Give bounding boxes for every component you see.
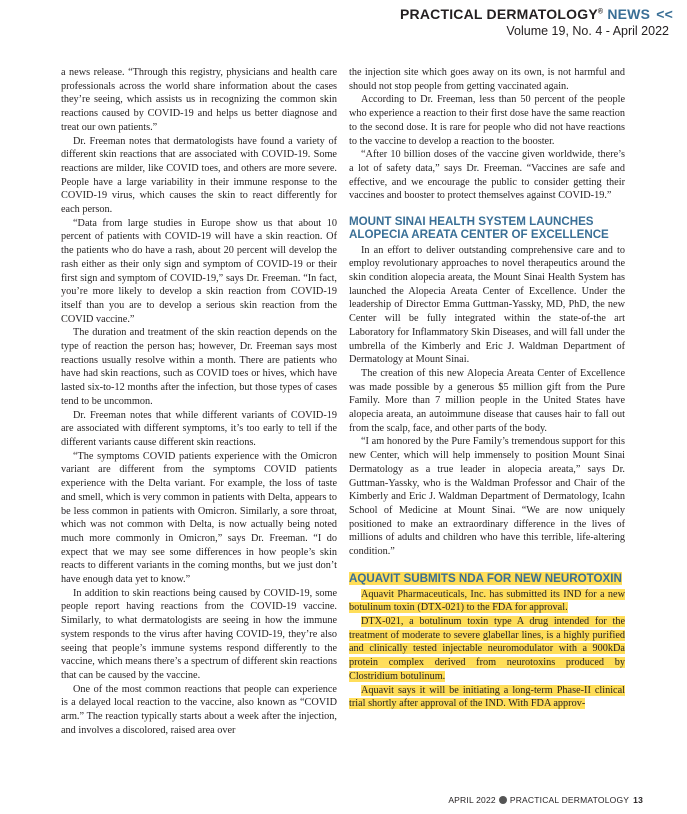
masthead xyxy=(400,6,673,22)
paragraph: According to Dr. Freeman, less than 50 percent of the people who experience a reaction to their first dose have the same reaction to the second dose. It is rare for people who did not have reactions to the vaccine to develop a reaction to the booster. xyxy=(349,94,625,147)
section-heading-aquavit xyxy=(349,573,625,586)
highlighted-text: DTX-021, a botulinum toxin type A drug intended for the treatment of moderate to severe glabellar lines, is a highly purified and clinically tested injectable neuromodulator with a 900kDa protein complex derived from neurotoxins produced by Clostridium botulinum. xyxy=(349,616,625,682)
brand-name: PRACTICAL DERMATOLOGY xyxy=(400,6,598,22)
footer-publication: PRACTICAL DERMATOLOGY xyxy=(509,795,630,805)
paragraph: “The symptoms COVID patients experience with the Omicron variant are different from the symptoms COVID patients experience with the Delta variant. For example, the loss of taste and smell, which is very common in patients with Delta, appears to be less common in patients with Omicron. Similarly, a sore throat, which was not common with Delta, is now actually being noted much more commonly in Omicron,” says Dr. Freeman. “I do expect that we may see some differences in how people’s skin reacts to different variants in the coming months, but we just don’t have enough data yet to know.” xyxy=(61,450,337,586)
paragraph: “After 10 billion doses of the vaccine given worldwide, there’s a lot of safety data,” says Dr. Freeman. “Vaccines are safe and effective, and we encourage the public to consider getting their vaccines and booster to protect themselves against COVID-19.” xyxy=(349,149,625,202)
highlighted-text: Aquavit Pharmaceuticals, Inc. has submitted its IND for a new botulinum toxin (DTX-021) to the FDA for approval. xyxy=(349,588,625,614)
paragraph: a news release. “Through this registry, physicians and health care professionals across the world share information about the cases they’re seeing, which assists us in recognizing the common skin reactions caused by COVID-19 and helps us better diagnose and treat our own patients.” xyxy=(61,67,337,133)
section-heading-mount-sinai: MOUNT SINAI HEALTH SYSTEM LAUNCHES ALOPECIA AREATA CENTER OF EXCELLENCE xyxy=(349,215,609,241)
paragraph xyxy=(349,615,625,684)
double-chevron-left-icon: << xyxy=(656,6,673,22)
paragraph: Dr. Freeman notes that while different variants of COVID-19 are associated with different symptoms, it’s too early to tell if the different variants cause different skin reactions. xyxy=(61,409,337,448)
page-number: 13 xyxy=(633,795,643,805)
paragraph: “Data from large studies in Europe show us that about 10 percent of patients with COVID-19 will have a skin reaction. Of the patients who do have a rash, about 20 percent will develop the rash either as their only sign and symptom of COVID-19 or their first sign and symptom of COVID-19,” says Dr. Freeman. “In fact, you’re more likely to develop a skin reaction from COVID-19 itself than you are to develop a serious skin reaction from the COVID vaccine.” xyxy=(61,217,337,325)
paragraph xyxy=(349,684,625,711)
paragraph: Dr. Freeman notes that dermatologists have found a variety of different skin reactions that are associated with COVID-19. Some reactions are milder, like COVID toes, and others are more severe. People have a large variability in their immune response to the COVID-19 virus, which causes the skin to react differently for each person. xyxy=(61,135,337,216)
paragraph: the injection site which goes away on its own, is not harmful and should not stop people from getting vaccinated again. xyxy=(349,67,625,92)
right-column xyxy=(349,66,625,711)
circle-logo-icon xyxy=(499,796,507,804)
volume-line: Volume 19, No. 4 - April 2022 xyxy=(506,24,669,38)
paragraph: One of the most common reactions that people can experience is a delayed local reaction to the vaccine, also known as “COVID arm.” The reaction typically starts about a week after the injection, and involves a discolored, raised area over xyxy=(61,683,337,736)
left-column xyxy=(61,66,337,737)
news-label: NEWS xyxy=(607,6,651,22)
paragraph: “I am honored by the Pure Family’s tremendous support for this new Center, which will help immensely to position Mount Sinai Dermatology as a true leader in alopecia areata,” says Dr. Guttman-Yassky, who is the Waldman Professor and Chair of the Kimberly and Eric J. Waldman Department of Dermatology, Icahn School of Medicine at Mount Sinai. “We are now uniquely positioned to make an extraordinary difference in the lives of millions of adults and children who have this terrible, life-altering condition.” xyxy=(349,436,625,558)
footer-date: APRIL 2022 xyxy=(448,795,496,805)
paragraph: The duration and treatment of the skin reaction depends on the type of reaction the person has; however, Dr. Freeman says most reactions usually resolve within a month. There are patients who have had skin reactions, such as COVID toes or hives, which have lasted six-to-12 months after the infection, but those types of cases tend to be uncommon. xyxy=(61,327,337,407)
highlighted-text: Aquavit says it will be initiating a long-term Phase-II clinical trial shortly after approval of the IND. With FDA approv- xyxy=(349,684,625,710)
paragraph xyxy=(349,588,625,615)
paragraph: The creation of this new Alopecia Areata Center of Excellence was made possible by a generous $5 million gift from the Pure Family. More than 7 million people in the United States have alopecia areata, an autoimmune disease that causes hair to fall out from the scalp, face, and other parts of the body. xyxy=(349,367,625,434)
highlighted-heading: AQUAVIT SUBMITS NDA FOR NEW NEUROTOXIN xyxy=(349,571,622,585)
paragraph: In addition to skin reactions being caused by COVID-19, some people report having reactions from the COVID-19 vaccine. Similarly, to what dermatologists are seeing in how the immune system responds to the virus after having COVID-19, they’re also seeing that people’s immune systems respond differently to the vaccine, which means there’s a spectrum of different skin reactions that can be caused by the vaccine. xyxy=(61,587,337,681)
page-footer xyxy=(448,795,643,805)
registered-mark: ® xyxy=(597,8,604,16)
paragraph: In an effort to deliver outstanding comprehensive care and to employ revolutionary approaches to novel therapeutics around the skin condition alopecia areata, the Mount Sinai Health System has launched the Alopecia Areata Center of Excellence. Under the leadership of Director Emma Guttman-Yassky, MD, PhD, the new Center will be fully integrated within the state-of-the art Laboratory for Inflammatory Skin Diseases, and will fall under the umbrella of the Kimberly and Eric J. Waldman Department of Dermatology at Mount Sinai. xyxy=(349,244,625,366)
